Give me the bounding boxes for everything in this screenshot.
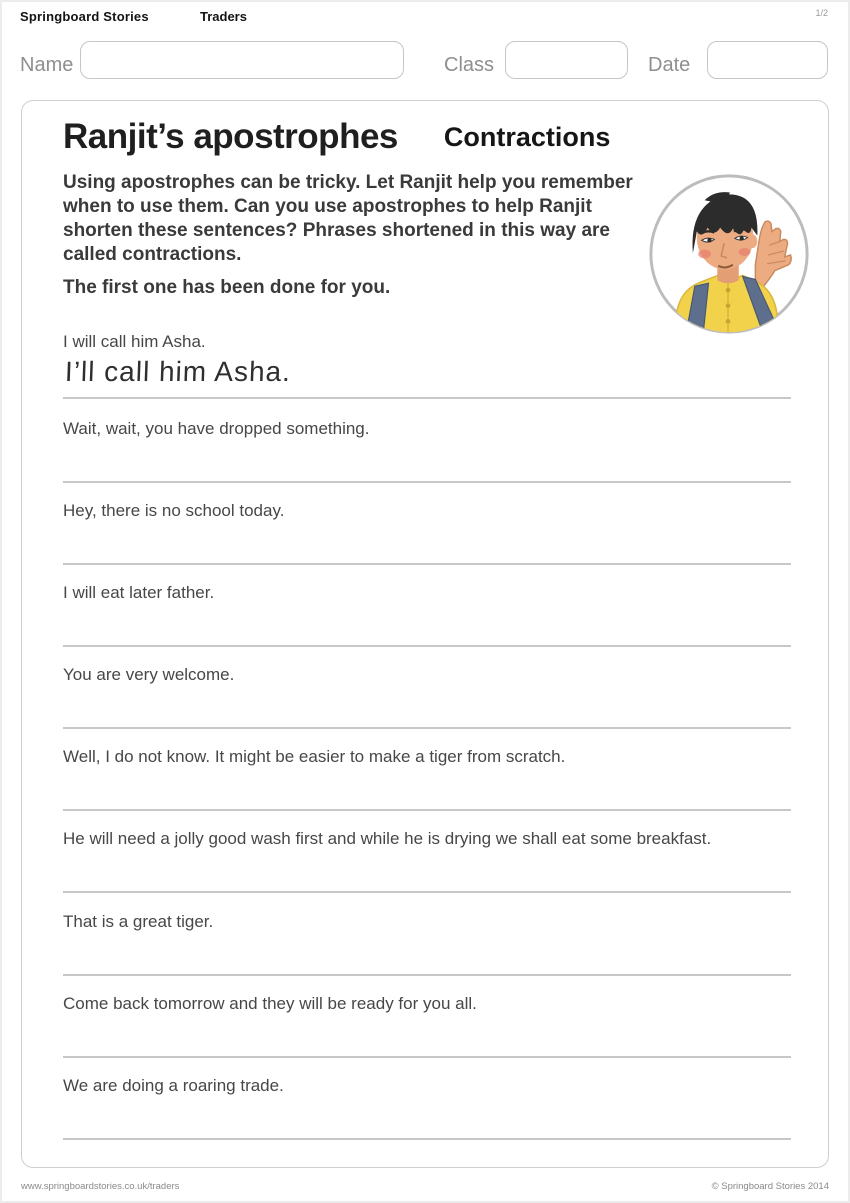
question-sentence: You are very welcome.	[63, 665, 235, 685]
question-sentence: Well, I do not know. It might be easier to make a tiger from scratch.	[63, 747, 566, 767]
page-subtitle: Contractions	[443, 122, 611, 152]
question-sentence: I will eat later father.	[63, 583, 215, 603]
question-sentence: He will need a jolly good wash first and while he is drying we shall eat some breakfast.	[63, 829, 712, 849]
question-block	[63, 994, 791, 1076]
intro-instruction: The first one has been done for you.	[63, 277, 391, 298]
question-sentence: Hey, there is no school today.	[63, 501, 285, 521]
question-block	[63, 829, 791, 911]
answer-line[interactable]	[63, 481, 791, 483]
answer-line[interactable]	[63, 974, 791, 976]
answer-line[interactable]	[63, 1056, 791, 1058]
question-sentence: Come back tomorrow and they will be ready for you all.	[63, 993, 477, 1013]
answer-line[interactable]	[63, 891, 791, 893]
example-sentence: I will call him Asha.	[63, 332, 206, 351]
question-block	[63, 583, 791, 665]
question-block	[63, 419, 791, 501]
answer-line[interactable]	[63, 645, 791, 647]
brand-logo-text: Springboard Stories	[20, 9, 149, 24]
page-title: Ranjit’s apostrophes	[63, 117, 398, 156]
answer-line[interactable]	[63, 809, 791, 811]
date-field[interactable]	[707, 41, 828, 79]
title-row	[63, 117, 610, 157]
answer-line[interactable]	[63, 1138, 791, 1140]
question-block	[63, 747, 791, 829]
answer-line[interactable]	[63, 563, 791, 565]
name-field[interactable]	[80, 41, 404, 79]
question-block	[63, 665, 791, 747]
worksheet-card	[21, 100, 829, 1168]
example-handwritten-answer: I’ll call him Asha.	[64, 356, 292, 387]
question-sentence: That is a great tiger.	[63, 911, 214, 931]
footer-copyright: © Springboard Stories 2014	[711, 1181, 829, 1192]
date-label: Date	[648, 54, 691, 76]
example-answer-line[interactable]	[63, 397, 791, 399]
question-sentence: Wait, wait, you have dropped something.	[63, 419, 370, 438]
question-block	[63, 912, 791, 994]
name-label: Name	[20, 54, 74, 76]
question-block	[63, 501, 791, 583]
answer-line[interactable]	[63, 727, 791, 729]
page-number: 1/2	[815, 8, 828, 18]
class-field[interactable]	[505, 41, 628, 79]
question-block	[63, 1076, 791, 1158]
footer-url: www.springboardstories.co.uk/traders	[21, 1181, 180, 1192]
questions-list	[63, 419, 791, 1158]
question-sentence: We are doing a roaring trade.	[63, 1075, 284, 1095]
header-topic: Traders	[200, 9, 247, 24]
intro-paragraph: Using apostrophes can be tricky. Let Ranjit help you remember when to use them. Can you use apostrophes to help Ranjit shorten these sentences? Phrases shortened in this way are called contractions.	[63, 172, 633, 265]
ranjit-portrait-illustration	[646, 171, 812, 337]
class-label: Class	[444, 54, 495, 76]
